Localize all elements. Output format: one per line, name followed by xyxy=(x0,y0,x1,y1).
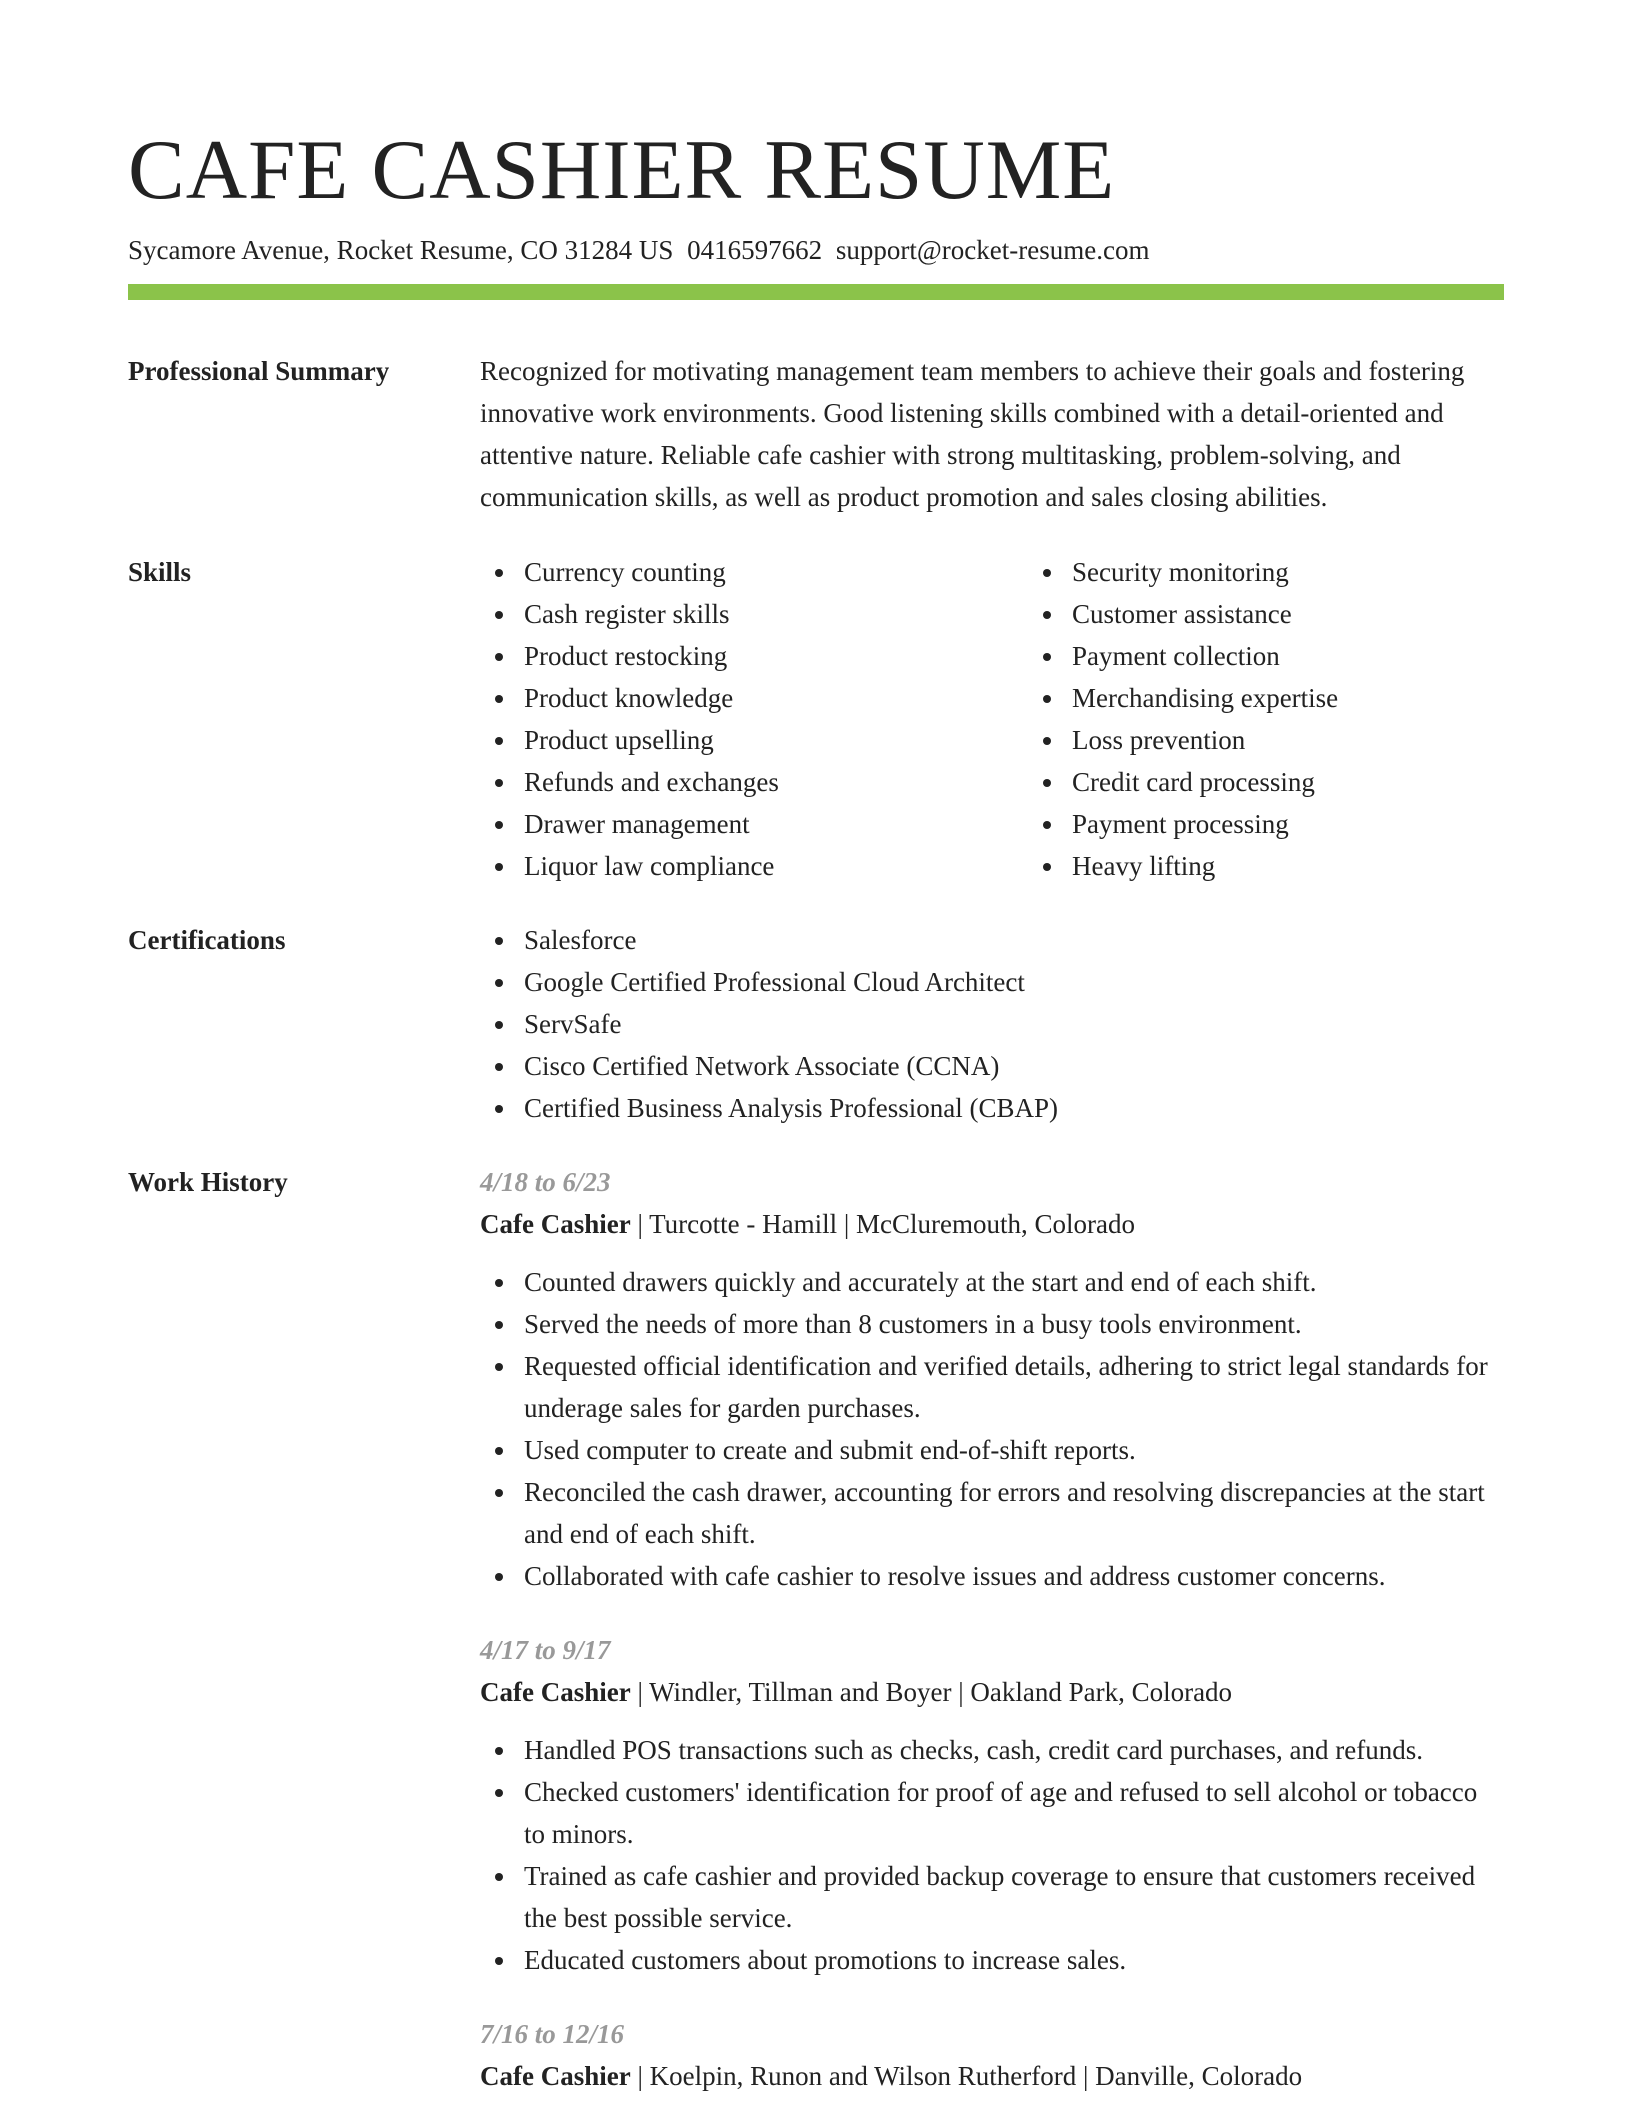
job-heading xyxy=(480,1203,1504,1245)
job-duty: Counted drawers quickly and accurately at the start and end of each shift. xyxy=(524,1261,1504,1303)
header-divider xyxy=(128,284,1504,300)
summary-section xyxy=(128,350,1504,518)
job-duty: Reconciled the cash drawer, accounting for errors and resolving discrepancies at the start and end of each shift. xyxy=(524,1471,1504,1555)
job-duties xyxy=(480,1261,1504,1597)
job-details: | Turcotte - Hamill | McCluremouth, Colorado xyxy=(630,1209,1135,1239)
skills-columns xyxy=(480,551,1576,887)
job-details: | Windler, Tillman and Boyer | Oakland Park, Colorado xyxy=(630,1677,1233,1707)
job-entry xyxy=(480,2013,1504,2097)
job-title: Cafe Cashier xyxy=(480,1677,631,1707)
job-entry xyxy=(480,1161,1504,1597)
contact-email: support@rocket-resume.com xyxy=(835,235,1150,265)
skill-item: Customer assistance xyxy=(1072,593,1576,635)
job-duty: Checked customers' identification for proof of age and refused to sell alcohol or tobacco to minors. xyxy=(524,1771,1504,1855)
skill-item: Drawer management xyxy=(524,803,1028,845)
skill-item: Security monitoring xyxy=(1072,551,1576,593)
job-title: Cafe Cashier xyxy=(480,1209,631,1239)
job-dates: 4/18 to 6/23 xyxy=(480,1167,611,1197)
job-dates: 4/17 to 9/17 xyxy=(480,1635,611,1665)
certification-item: Certified Business Analysis Professional (CBAP) xyxy=(524,1087,1504,1129)
work-history-heading: Work History xyxy=(128,1167,288,1197)
skill-item: Product restocking xyxy=(524,635,1028,677)
certifications-section xyxy=(128,919,1504,1129)
work-history-body xyxy=(480,1161,1504,2097)
skill-item: Liquor law compliance xyxy=(524,845,1028,887)
job-duty: Requested official identification and verified details, adhering to strict legal standards for underage sales for garden purchases. xyxy=(524,1345,1504,1429)
job-duty: Served the needs of more than 8 customers in a busy tools environment. xyxy=(524,1303,1504,1345)
job-duty: Used computer to create and submit end-of-shift reports. xyxy=(524,1429,1504,1471)
contact-phone: 0416597662 xyxy=(687,235,823,265)
certification-item: Google Certified Professional Cloud Architect xyxy=(524,961,1504,1003)
skill-item: Heavy lifting xyxy=(1072,845,1576,887)
certifications-list xyxy=(480,919,1504,1129)
job-title: Cafe Cashier xyxy=(480,2061,631,2091)
skill-item: Refunds and exchanges xyxy=(524,761,1028,803)
job-details: | Koelpin, Runon and Wilson Rutherford | Danville, Colorado xyxy=(630,2061,1303,2091)
skill-item: Payment collection xyxy=(1072,635,1576,677)
resume-page xyxy=(128,0,1504,2097)
skill-item: Cash register skills xyxy=(524,593,1028,635)
job-heading xyxy=(480,1671,1504,1713)
job-duty: Handled POS transactions such as checks, cash, credit card purchases, and refunds. xyxy=(524,1729,1504,1771)
job-duty: Educated customers about promotions to increase sales. xyxy=(524,1939,1504,1981)
certifications-body xyxy=(480,919,1504,1129)
skills-section xyxy=(128,551,1504,887)
page-title: CAFE CASHIER RESUME xyxy=(128,123,1116,217)
skill-item: Payment processing xyxy=(1072,803,1576,845)
summary-heading: Professional Summary xyxy=(128,356,390,386)
skill-item: Loss prevention xyxy=(1072,719,1576,761)
job-duty: Collaborated with cafe cashier to resolve issues and address customer concerns. xyxy=(524,1555,1504,1597)
skills-list-left xyxy=(480,551,1028,887)
contact-line xyxy=(128,232,1504,268)
skill-item: Product upselling xyxy=(524,719,1028,761)
skills-heading: Skills xyxy=(128,557,192,587)
job-entry xyxy=(480,1629,1504,1981)
work-history-section xyxy=(128,1161,1504,2097)
certifications-heading: Certifications xyxy=(128,925,286,955)
job-heading xyxy=(480,2055,1504,2097)
certification-item: Salesforce xyxy=(524,919,1504,961)
skills-list-right xyxy=(1028,551,1576,887)
contact-address: Sycamore Avenue, Rocket Resume, CO 31284 US xyxy=(128,235,674,265)
job-dates: 7/16 to 12/16 xyxy=(480,2019,625,2049)
skill-item: Currency counting xyxy=(524,551,1028,593)
summary-text: Recognized for motivating management team members to achieve their goals and fostering innovative work environments. Good listening skills combined with a detail-oriented and attentive nature. Reliable cafe cashier with strong multitasking, problem-solving, and communication skills, as well as product promotion and sales closing abilities. xyxy=(480,356,1465,512)
skill-item: Merchandising expertise xyxy=(1072,677,1576,719)
job-duties xyxy=(480,1729,1504,1981)
certification-item: ServSafe xyxy=(524,1003,1504,1045)
certification-item: Cisco Certified Network Associate (CCNA) xyxy=(524,1045,1504,1087)
skill-item: Product knowledge xyxy=(524,677,1028,719)
job-duty: Trained as cafe cashier and provided backup coverage to ensure that customers received the best possible service. xyxy=(524,1855,1504,1939)
skill-item: Credit card processing xyxy=(1072,761,1576,803)
